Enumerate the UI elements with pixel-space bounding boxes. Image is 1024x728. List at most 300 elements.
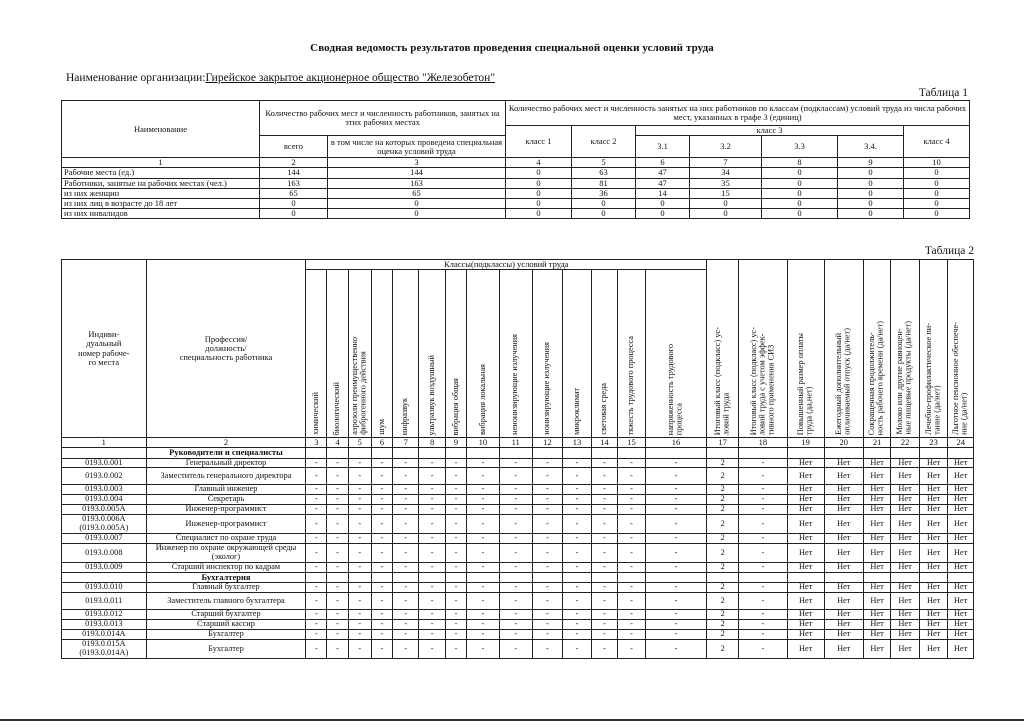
t2-col-number: 3 <box>306 438 327 448</box>
guarantee-cell: Нет <box>891 515 920 534</box>
factor-class-cell: - <box>499 515 532 534</box>
profession: Секретарь <box>146 495 306 505</box>
t1-header-class1: класс 1 <box>506 126 572 158</box>
factor-class-cell: - <box>393 610 419 620</box>
factor-class-cell: - <box>645 485 707 495</box>
final-class-siz-cell: - <box>739 610 788 620</box>
t1-header-class4: класс 4 <box>904 126 970 158</box>
t2-col-number: 5 <box>348 438 371 448</box>
factor-class-cell: - <box>306 485 327 495</box>
t1-cell: 0 <box>838 178 904 188</box>
factor-class-cell: - <box>499 620 532 630</box>
factor-class-cell: - <box>532 458 563 468</box>
factor-class-cell: - <box>532 583 563 593</box>
factor-class-cell: - <box>327 563 348 573</box>
factor-class-cell: - <box>563 495 592 505</box>
t1-cell: 0 <box>690 198 762 208</box>
factor-class-cell: - <box>393 583 419 593</box>
section-empty-cell <box>371 448 392 458</box>
t1-header-assessed: в том числе на которых проведена специальная оценка условий труда <box>328 136 506 158</box>
t2-col-number: 18 <box>739 438 788 448</box>
factor-class-cell: - <box>445 495 466 505</box>
factor-class-cell: - <box>563 610 592 620</box>
t1-cell: 0 <box>506 188 572 198</box>
guarantee-cell: Нет <box>824 515 863 534</box>
factor-label: аэрозоли преимущественно фиброгенного действия <box>350 337 368 435</box>
factor-class-cell: - <box>371 640 392 659</box>
final-class-siz-cell: - <box>739 468 788 485</box>
factor-class-cell: - <box>645 458 707 468</box>
factor-class-cell: - <box>591 505 617 515</box>
t2-factor-header <box>618 270 646 438</box>
t2-factor-header <box>348 270 371 438</box>
factor-class-cell: - <box>467 593 500 610</box>
section-empty-cell <box>891 573 920 583</box>
factor-class-cell: - <box>445 515 466 534</box>
factor-class-cell: - <box>371 563 392 573</box>
factor-class-cell: - <box>327 534 348 544</box>
factor-class-cell: - <box>499 534 532 544</box>
factor-class-cell: - <box>467 583 500 593</box>
factor-class-cell: - <box>306 505 327 515</box>
table-row <box>62 495 974 505</box>
factor-label: вибрация локальная <box>477 364 487 435</box>
t1-header-count: Количество рабочих мест и численность работников, занятых на этих рабочих местах <box>260 101 506 136</box>
guarantee-cell: Нет <box>824 593 863 610</box>
factor-class-cell: - <box>393 485 419 495</box>
factor-class-cell: - <box>532 563 563 573</box>
t2-factor-header <box>591 270 617 438</box>
factor-class-cell: - <box>532 468 563 485</box>
section-empty-cell <box>787 573 824 583</box>
document-title: Сводная ведомость результатов проведения специальной оценки условий труда <box>310 42 714 54</box>
factor-class-cell: - <box>591 544 617 563</box>
factor-class-cell: - <box>306 563 327 573</box>
extra-label: Повышенный размер оплаты труда (да,нет) <box>795 332 814 435</box>
table-row <box>62 485 974 495</box>
table-row <box>62 593 974 610</box>
factor-class-cell: - <box>467 544 500 563</box>
guarantee-cell: Нет <box>891 505 920 515</box>
guarantee-cell: Нет <box>824 505 863 515</box>
factor-class-cell: - <box>591 630 617 640</box>
final-class-siz-cell: - <box>739 563 788 573</box>
t1-cell: 0 <box>762 188 838 198</box>
factor-class-cell: - <box>393 458 419 468</box>
factor-class-cell: - <box>393 515 419 534</box>
t1-row-label: Работники, занятые на рабочих местах (чел.) <box>62 178 260 188</box>
t1-col-number: 9 <box>838 158 904 168</box>
factor-class-cell: - <box>499 458 532 468</box>
final-class-cell: 2 <box>707 515 739 534</box>
table-row <box>62 458 974 468</box>
guarantee-cell: Нет <box>787 630 824 640</box>
factor-class-cell: - <box>327 640 348 659</box>
factor-class-cell: - <box>371 534 392 544</box>
t2-header-short-time <box>863 260 891 438</box>
final-class-siz-cell: - <box>739 620 788 630</box>
factor-class-cell: - <box>499 630 532 640</box>
factor-class-cell: - <box>645 620 707 630</box>
profession: Инженер-программист <box>146 505 306 515</box>
section-empty-cell <box>948 573 974 583</box>
t1-cell: 47 <box>636 178 690 188</box>
t1-row-label: из них лиц в возрасте до 18 лет <box>62 198 260 208</box>
section-empty-cell <box>371 573 392 583</box>
factor-class-cell: - <box>306 468 327 485</box>
guarantee-cell: Нет <box>863 485 891 495</box>
t1-cell: 0 <box>762 168 838 178</box>
table-row <box>62 544 974 563</box>
guarantee-cell: Нет <box>824 468 863 485</box>
t1-col-number: 6 <box>636 158 690 168</box>
section-empty-cell <box>499 448 532 458</box>
final-class-siz-cell: - <box>739 544 788 563</box>
guarantee-cell: Нет <box>891 544 920 563</box>
factor-class-cell: - <box>467 495 500 505</box>
table-row <box>62 188 970 198</box>
factor-class-cell: - <box>499 640 532 659</box>
factor-class-cell: - <box>645 583 707 593</box>
guarantee-cell: Нет <box>948 544 974 563</box>
profession: Старший бухгалтер <box>146 610 306 620</box>
t2-col-number: 14 <box>591 438 617 448</box>
t1-cell: 0 <box>572 198 636 208</box>
section-empty-cell <box>591 448 617 458</box>
t1-cell: 0 <box>904 198 970 208</box>
guarantee-cell: Нет <box>824 495 863 505</box>
final-class-cell: 2 <box>707 534 739 544</box>
factor-class-cell: - <box>371 468 392 485</box>
factor-class-cell: - <box>499 593 532 610</box>
table-row <box>62 198 970 208</box>
factor-class-cell: - <box>348 534 371 544</box>
t1-header-name: Наименование <box>62 101 260 158</box>
factor-class-cell: - <box>371 515 392 534</box>
guarantee-cell: Нет <box>948 640 974 659</box>
factor-class-cell: - <box>467 630 500 640</box>
factor-class-cell: - <box>327 515 348 534</box>
factor-class-cell: - <box>419 620 445 630</box>
t1-cell: 0 <box>838 209 904 219</box>
section-empty-cell <box>739 448 788 458</box>
t1-cell: 0 <box>904 168 970 178</box>
guarantee-cell: Нет <box>787 583 824 593</box>
factor-class-cell: - <box>532 544 563 563</box>
table-row <box>62 534 974 544</box>
t2-col-number: 9 <box>445 438 466 448</box>
guarantee-cell: Нет <box>863 640 891 659</box>
section-row <box>62 573 974 583</box>
factor-class-cell: - <box>327 458 348 468</box>
section-id-cell <box>62 573 147 583</box>
section-empty-cell <box>618 448 646 458</box>
guarantee-cell: Нет <box>948 505 974 515</box>
organization-label: Наименование организации: <box>66 72 206 84</box>
factor-class-cell: - <box>371 630 392 640</box>
section-empty-cell <box>348 448 371 458</box>
t1-cell: 0 <box>690 209 762 219</box>
t1-row-label: из них женщин <box>62 188 260 198</box>
t1-header-3-2: 3.2 <box>690 136 762 158</box>
profession: Главный бухгалтер <box>146 583 306 593</box>
guarantee-cell: Нет <box>787 485 824 495</box>
factor-class-cell: - <box>532 515 563 534</box>
guarantee-cell: Нет <box>919 563 948 573</box>
factor-class-cell: - <box>532 620 563 630</box>
factor-class-cell: - <box>532 534 563 544</box>
extra-label: Ежегодный дополнительный оплачиваемый отпуск (да/нет) <box>834 328 852 435</box>
t1-cell: 0 <box>506 198 572 208</box>
factor-class-cell: - <box>419 505 445 515</box>
guarantee-cell: Нет <box>787 610 824 620</box>
factor-class-cell: - <box>563 544 592 563</box>
workplace-id: 0193.0.006А (0193.0.005А) <box>62 515 147 534</box>
guarantee-cell: Нет <box>824 485 863 495</box>
guarantee-cell: Нет <box>787 544 824 563</box>
section-empty-cell <box>306 573 327 583</box>
guarantee-cell: Нет <box>787 640 824 659</box>
factor-class-cell: - <box>445 630 466 640</box>
guarantee-cell: Нет <box>919 593 948 610</box>
t2-col-number: 21 <box>863 438 891 448</box>
workplace-id: 0193.0.003 <box>62 485 147 495</box>
factor-class-cell: - <box>445 593 466 610</box>
factor-class-cell: - <box>348 640 371 659</box>
guarantee-cell: Нет <box>919 458 948 468</box>
guarantee-cell: Нет <box>787 515 824 534</box>
factor-class-cell: - <box>618 505 646 515</box>
section-empty-cell <box>563 573 592 583</box>
factor-class-cell: - <box>371 620 392 630</box>
t2-header-milk <box>891 260 920 438</box>
workplace-id: 0193.0.009 <box>62 563 147 573</box>
t2-col-number: 13 <box>563 438 592 448</box>
factor-class-cell: - <box>348 620 371 630</box>
factor-class-cell: - <box>618 563 646 573</box>
factor-class-cell: - <box>445 458 466 468</box>
factor-class-cell: - <box>306 610 327 620</box>
factor-class-cell: - <box>306 458 327 468</box>
section-empty-cell <box>707 573 739 583</box>
factor-class-cell: - <box>467 563 500 573</box>
guarantee-cell: Нет <box>824 630 863 640</box>
t2-col-number: 16 <box>645 438 707 448</box>
factor-class-cell: - <box>306 630 327 640</box>
t2-header-pay <box>787 260 824 438</box>
factor-class-cell: - <box>645 563 707 573</box>
factor-class-cell: - <box>419 640 445 659</box>
guarantee-cell: Нет <box>787 495 824 505</box>
t1-cell: 14 <box>636 188 690 198</box>
factor-class-cell: - <box>393 620 419 630</box>
factor-class-cell: - <box>393 630 419 640</box>
guarantee-cell: Нет <box>948 593 974 610</box>
factor-label: химический <box>311 392 321 435</box>
t2-col-number: 10 <box>467 438 500 448</box>
guarantee-cell: Нет <box>891 563 920 573</box>
guarantee-cell: Нет <box>787 593 824 610</box>
table-row <box>62 209 970 219</box>
factor-class-cell: - <box>467 515 500 534</box>
factor-class-cell: - <box>327 593 348 610</box>
factor-class-cell: - <box>499 563 532 573</box>
t1-cell: 0 <box>762 178 838 188</box>
factor-class-cell: - <box>645 610 707 620</box>
workplace-id: 0193.0.005А <box>62 505 147 515</box>
final-class-cell: 2 <box>707 485 739 495</box>
t1-cell: 0 <box>838 168 904 178</box>
factor-class-cell: - <box>327 505 348 515</box>
guarantee-cell: Нет <box>891 610 920 620</box>
t1-header-classes: Количество рабочих мест и численность занятых на них работников по классам (подклассам) условий труда из числа рабочих мест, указанных в графе 3 (единиц) <box>506 101 970 126</box>
guarantee-cell: Нет <box>919 515 948 534</box>
t1-cell: 0 <box>328 198 506 208</box>
guarantee-cell: Нет <box>948 630 974 640</box>
guarantee-cell: Нет <box>919 630 948 640</box>
factor-class-cell: - <box>393 495 419 505</box>
section-empty-cell <box>591 573 617 583</box>
factor-class-cell: - <box>499 583 532 593</box>
factor-class-cell: - <box>445 468 466 485</box>
factor-class-cell: - <box>348 583 371 593</box>
factor-class-cell: - <box>445 505 466 515</box>
t2-col-number: 7 <box>393 438 419 448</box>
guarantee-cell: Нет <box>787 505 824 515</box>
factor-class-cell: - <box>591 620 617 630</box>
t1-col-number: 2 <box>260 158 328 168</box>
workplace-id: 0193.0.015А (0193.0.014А) <box>62 640 147 659</box>
t1-cell: 15 <box>690 188 762 198</box>
guarantee-cell: Нет <box>891 534 920 544</box>
factor-class-cell: - <box>419 610 445 620</box>
section-title: Руководители и специалисты <box>146 448 306 458</box>
factor-class-cell: - <box>371 593 392 610</box>
table-row <box>62 640 974 659</box>
factor-class-cell: - <box>467 534 500 544</box>
extra-label: Итоговый класс (подкласс) ус- ловий труда <box>712 326 731 435</box>
workplace-id: 0193.0.008 <box>62 544 147 563</box>
t1-cell: 0 <box>636 198 690 208</box>
extra-label: Молоко или другие равноцен- ные пищевые продукты (да/нет) <box>895 321 914 435</box>
table-row <box>62 630 974 640</box>
t2-col-number: 4 <box>327 438 348 448</box>
factor-class-cell: - <box>532 495 563 505</box>
factor-class-cell: - <box>645 630 707 640</box>
t1-cell: 0 <box>904 178 970 188</box>
factor-label: световая среда <box>599 383 609 435</box>
t1-cell: 0 <box>506 209 572 219</box>
profession: Специалист по охране труда <box>146 534 306 544</box>
guarantee-cell: Нет <box>863 458 891 468</box>
workplace-id: 0193.0.014А <box>62 630 147 640</box>
factor-class-cell: - <box>419 593 445 610</box>
final-class-siz-cell: - <box>739 458 788 468</box>
guarantee-cell: Нет <box>919 620 948 630</box>
section-empty-cell <box>707 448 739 458</box>
guarantee-cell: Нет <box>863 630 891 640</box>
table2-label: Таблица 2 <box>924 245 974 257</box>
factor-class-cell: - <box>419 458 445 468</box>
factor-class-cell: - <box>393 640 419 659</box>
section-empty-cell <box>824 573 863 583</box>
factor-class-cell: - <box>445 485 466 495</box>
factor-class-cell: - <box>327 468 348 485</box>
factor-class-cell: - <box>348 610 371 620</box>
guarantee-cell: Нет <box>891 485 920 495</box>
factor-class-cell: - <box>618 593 646 610</box>
t2-factor-header <box>393 270 419 438</box>
t2-col-number: 23 <box>919 438 948 448</box>
section-empty-cell <box>327 573 348 583</box>
guarantee-cell: Нет <box>824 620 863 630</box>
table-row <box>62 563 974 573</box>
factor-class-cell: - <box>348 515 371 534</box>
factor-class-cell: - <box>591 468 617 485</box>
guarantee-cell: Нет <box>919 485 948 495</box>
factor-class-cell: - <box>591 593 617 610</box>
factor-class-cell: - <box>419 495 445 505</box>
profession: Генеральный директор <box>146 458 306 468</box>
workplace-id: 0193.0.011 <box>62 593 147 610</box>
t2-col-number: 8 <box>419 438 445 448</box>
guarantee-cell: Нет <box>919 583 948 593</box>
profession: Инженер-программист <box>146 515 306 534</box>
profession: Заместитель главного бухгалтера <box>146 593 306 610</box>
factor-class-cell: - <box>306 593 327 610</box>
extra-label: Лечебно-профилактическое пи- тание (да/нет) <box>923 323 942 435</box>
factor-class-cell: - <box>419 534 445 544</box>
factor-class-cell: - <box>563 583 592 593</box>
factor-class-cell: - <box>645 593 707 610</box>
t2-factor-header <box>532 270 563 438</box>
factor-class-cell: - <box>306 544 327 563</box>
factor-class-cell: - <box>348 593 371 610</box>
final-class-siz-cell: - <box>739 485 788 495</box>
final-class-cell: 2 <box>707 640 739 659</box>
factor-class-cell: - <box>348 468 371 485</box>
profession: Заместитель генерального директора <box>146 468 306 485</box>
final-class-cell: 2 <box>707 505 739 515</box>
t2-header-nutrition <box>919 260 948 438</box>
t1-header-class2: класс 2 <box>572 126 636 158</box>
factor-class-cell: - <box>419 485 445 495</box>
t1-col-number: 5 <box>572 158 636 168</box>
section-id-cell <box>62 448 147 458</box>
t1-header-3-4: 3.4. <box>838 136 904 158</box>
factor-class-cell: - <box>348 544 371 563</box>
factor-class-cell: - <box>306 534 327 544</box>
t2-factor-header <box>371 270 392 438</box>
factor-class-cell: - <box>419 630 445 640</box>
factor-class-cell: - <box>371 495 392 505</box>
section-empty-cell <box>948 448 974 458</box>
factor-class-cell: - <box>563 593 592 610</box>
guarantee-cell: Нет <box>863 468 891 485</box>
t1-cell: 0 <box>260 198 328 208</box>
factor-class-cell: - <box>591 640 617 659</box>
factor-class-cell: - <box>563 640 592 659</box>
final-class-siz-cell: - <box>739 534 788 544</box>
t1-col-number: 8 <box>762 158 838 168</box>
table-row <box>62 610 974 620</box>
factor-class-cell: - <box>327 630 348 640</box>
t1-cell: 0 <box>762 209 838 219</box>
guarantee-cell: Нет <box>863 544 891 563</box>
t2-factor-header <box>499 270 532 438</box>
profession: Старший кассир <box>146 620 306 630</box>
extra-label: Сокращенная продолжитель- ность рабочего времени (да/нет) <box>867 320 886 435</box>
